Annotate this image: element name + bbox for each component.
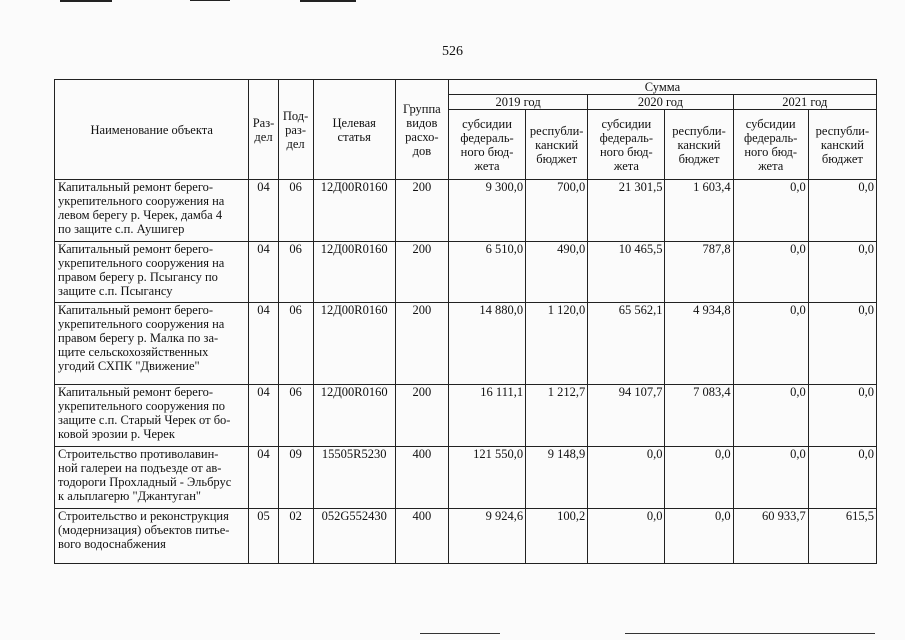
target-article-cell: 052G552430 (313, 509, 395, 564)
object-name-cell: Капитальный ремонт берего- укрепительного сооружения на правом берегу р. Псыгансу по защите с.п. Псыгансу (55, 242, 249, 303)
republic-budget-cell: 1 603,4 (665, 180, 733, 242)
subsection-cell: 09 (278, 447, 313, 509)
scan-artifact-line (420, 633, 500, 634)
header-object-name: Наименование объекта (55, 80, 249, 180)
subsection-cell: 06 (278, 242, 313, 303)
subsection-cell: 02 (278, 509, 313, 564)
table-row (55, 303, 877, 385)
republic-budget-cell: 490,0 (526, 242, 588, 303)
federal-subsidy-cell: 0,0 (733, 180, 808, 242)
budget-table (54, 79, 877, 564)
target-article-cell: 12Д00R0160 (313, 385, 395, 447)
section-cell: 04 (249, 242, 278, 303)
header-federal-subsidy: субсидии федераль- ного бюд- жета (733, 110, 808, 180)
header-republic-budget: республи- канский бюджет (526, 110, 588, 180)
subsection-cell: 06 (278, 385, 313, 447)
header-federal-subsidy: субсидии федераль- ного бюд- жета (448, 110, 525, 180)
republic-budget-cell: 7 083,4 (665, 385, 733, 447)
republic-budget-cell: 4 934,8 (665, 303, 733, 385)
section-cell: 04 (249, 385, 278, 447)
table-row (55, 385, 877, 447)
federal-subsidy-cell: 94 107,7 (588, 385, 665, 447)
subsection-cell: 06 (278, 180, 313, 242)
header-republic-budget: республи- канский бюджет (808, 110, 876, 180)
scan-artifact-line (625, 633, 875, 634)
section-cell: 04 (249, 447, 278, 509)
federal-subsidy-cell: 0,0 (733, 447, 808, 509)
scan-artifact-line (300, 0, 356, 2)
republic-budget-cell: 100,2 (526, 509, 588, 564)
expense-group-cell: 400 (395, 509, 448, 564)
federal-subsidy-cell: 0,0 (588, 447, 665, 509)
federal-subsidy-cell: 10 465,5 (588, 242, 665, 303)
object-name-cell: Капитальный ремонт берего- укрепительного сооружения на правом берегу р. Малка по за- щите сельскохозяйственных угодий СХПК "Движение" (55, 303, 249, 385)
header-federal-subsidy: субсидии федераль- ного бюд- жета (588, 110, 665, 180)
federal-subsidy-cell: 0,0 (733, 385, 808, 447)
republic-budget-cell: 0,0 (808, 447, 876, 509)
republic-budget-cell: 0,0 (808, 242, 876, 303)
subsection-cell: 06 (278, 303, 313, 385)
target-article-cell: 15505R5230 (313, 447, 395, 509)
object-name-cell: Капитальный ремонт берего- укрепительного сооружения по защите с.п. Старый Черек от бо- ковой эрозии р. Черек (55, 385, 249, 447)
republic-budget-cell: 700,0 (526, 180, 588, 242)
republic-budget-cell: 0,0 (808, 303, 876, 385)
object-name-cell: Строительство и реконструкция (модернизация) объектов питье- вого водоснабжения (55, 509, 249, 564)
federal-subsidy-cell: 21 301,5 (588, 180, 665, 242)
republic-budget-cell: 1 212,7 (526, 385, 588, 447)
federal-subsidy-cell: 14 880,0 (448, 303, 525, 385)
table-row (55, 509, 877, 564)
target-article-cell: 12Д00R0160 (313, 303, 395, 385)
header-republic-budget: республи- канский бюджет (665, 110, 733, 180)
republic-budget-cell: 0,0 (665, 447, 733, 509)
object-name-cell: Строительство противолавин- ной галереи на подъезде от ав- тодороги Прохладный - Эльбрус к альплагерю "Джантуган" (55, 447, 249, 509)
federal-subsidy-cell: 65 562,1 (588, 303, 665, 385)
federal-subsidy-cell: 121 550,0 (448, 447, 525, 509)
republic-budget-cell: 0,0 (808, 385, 876, 447)
section-cell: 04 (249, 180, 278, 242)
federal-subsidy-cell: 0,0 (588, 509, 665, 564)
scan-artifact-line (60, 0, 112, 2)
table-row (55, 242, 877, 303)
expense-group-cell: 200 (395, 385, 448, 447)
header-year-2021: 2021 год (733, 95, 876, 110)
table-row (55, 447, 877, 509)
republic-budget-cell: 1 120,0 (526, 303, 588, 385)
federal-subsidy-cell: 9 924,6 (448, 509, 525, 564)
page-number: 526 (442, 44, 463, 59)
federal-subsidy-cell: 16 111,1 (448, 385, 525, 447)
scan-artifact-line (190, 0, 230, 1)
header-expense-group: Группа видов расхо- дов (395, 80, 448, 180)
republic-budget-cell: 0,0 (665, 509, 733, 564)
federal-subsidy-cell: 6 510,0 (448, 242, 525, 303)
object-name-cell: Капитальный ремонт берего- укрепительного сооружения на левом берегу р. Черек, дамба 4 по защите с.п. Аушигер (55, 180, 249, 242)
section-cell: 05 (249, 509, 278, 564)
republic-budget-cell: 615,5 (808, 509, 876, 564)
header-sum: Сумма (448, 80, 876, 95)
federal-subsidy-cell: 0,0 (733, 303, 808, 385)
header-target-article: Целевая статья (313, 80, 395, 180)
expense-group-cell: 200 (395, 303, 448, 385)
header-year-2020: 2020 год (588, 95, 733, 110)
section-cell: 04 (249, 303, 278, 385)
target-article-cell: 12Д00R0160 (313, 180, 395, 242)
federal-subsidy-cell: 60 933,7 (733, 509, 808, 564)
table-row (55, 180, 877, 242)
republic-budget-cell: 9 148,9 (526, 447, 588, 509)
header-subsection: Под- раз- дел (278, 80, 313, 180)
expense-group-cell: 400 (395, 447, 448, 509)
federal-subsidy-cell: 0,0 (733, 242, 808, 303)
republic-budget-cell: 0,0 (808, 180, 876, 242)
expense-group-cell: 200 (395, 242, 448, 303)
federal-subsidy-cell: 9 300,0 (448, 180, 525, 242)
header-section: Раз- дел (249, 80, 278, 180)
expense-group-cell: 200 (395, 180, 448, 242)
republic-budget-cell: 787,8 (665, 242, 733, 303)
header-year-2019: 2019 год (448, 95, 587, 110)
target-article-cell: 12Д00R0160 (313, 242, 395, 303)
